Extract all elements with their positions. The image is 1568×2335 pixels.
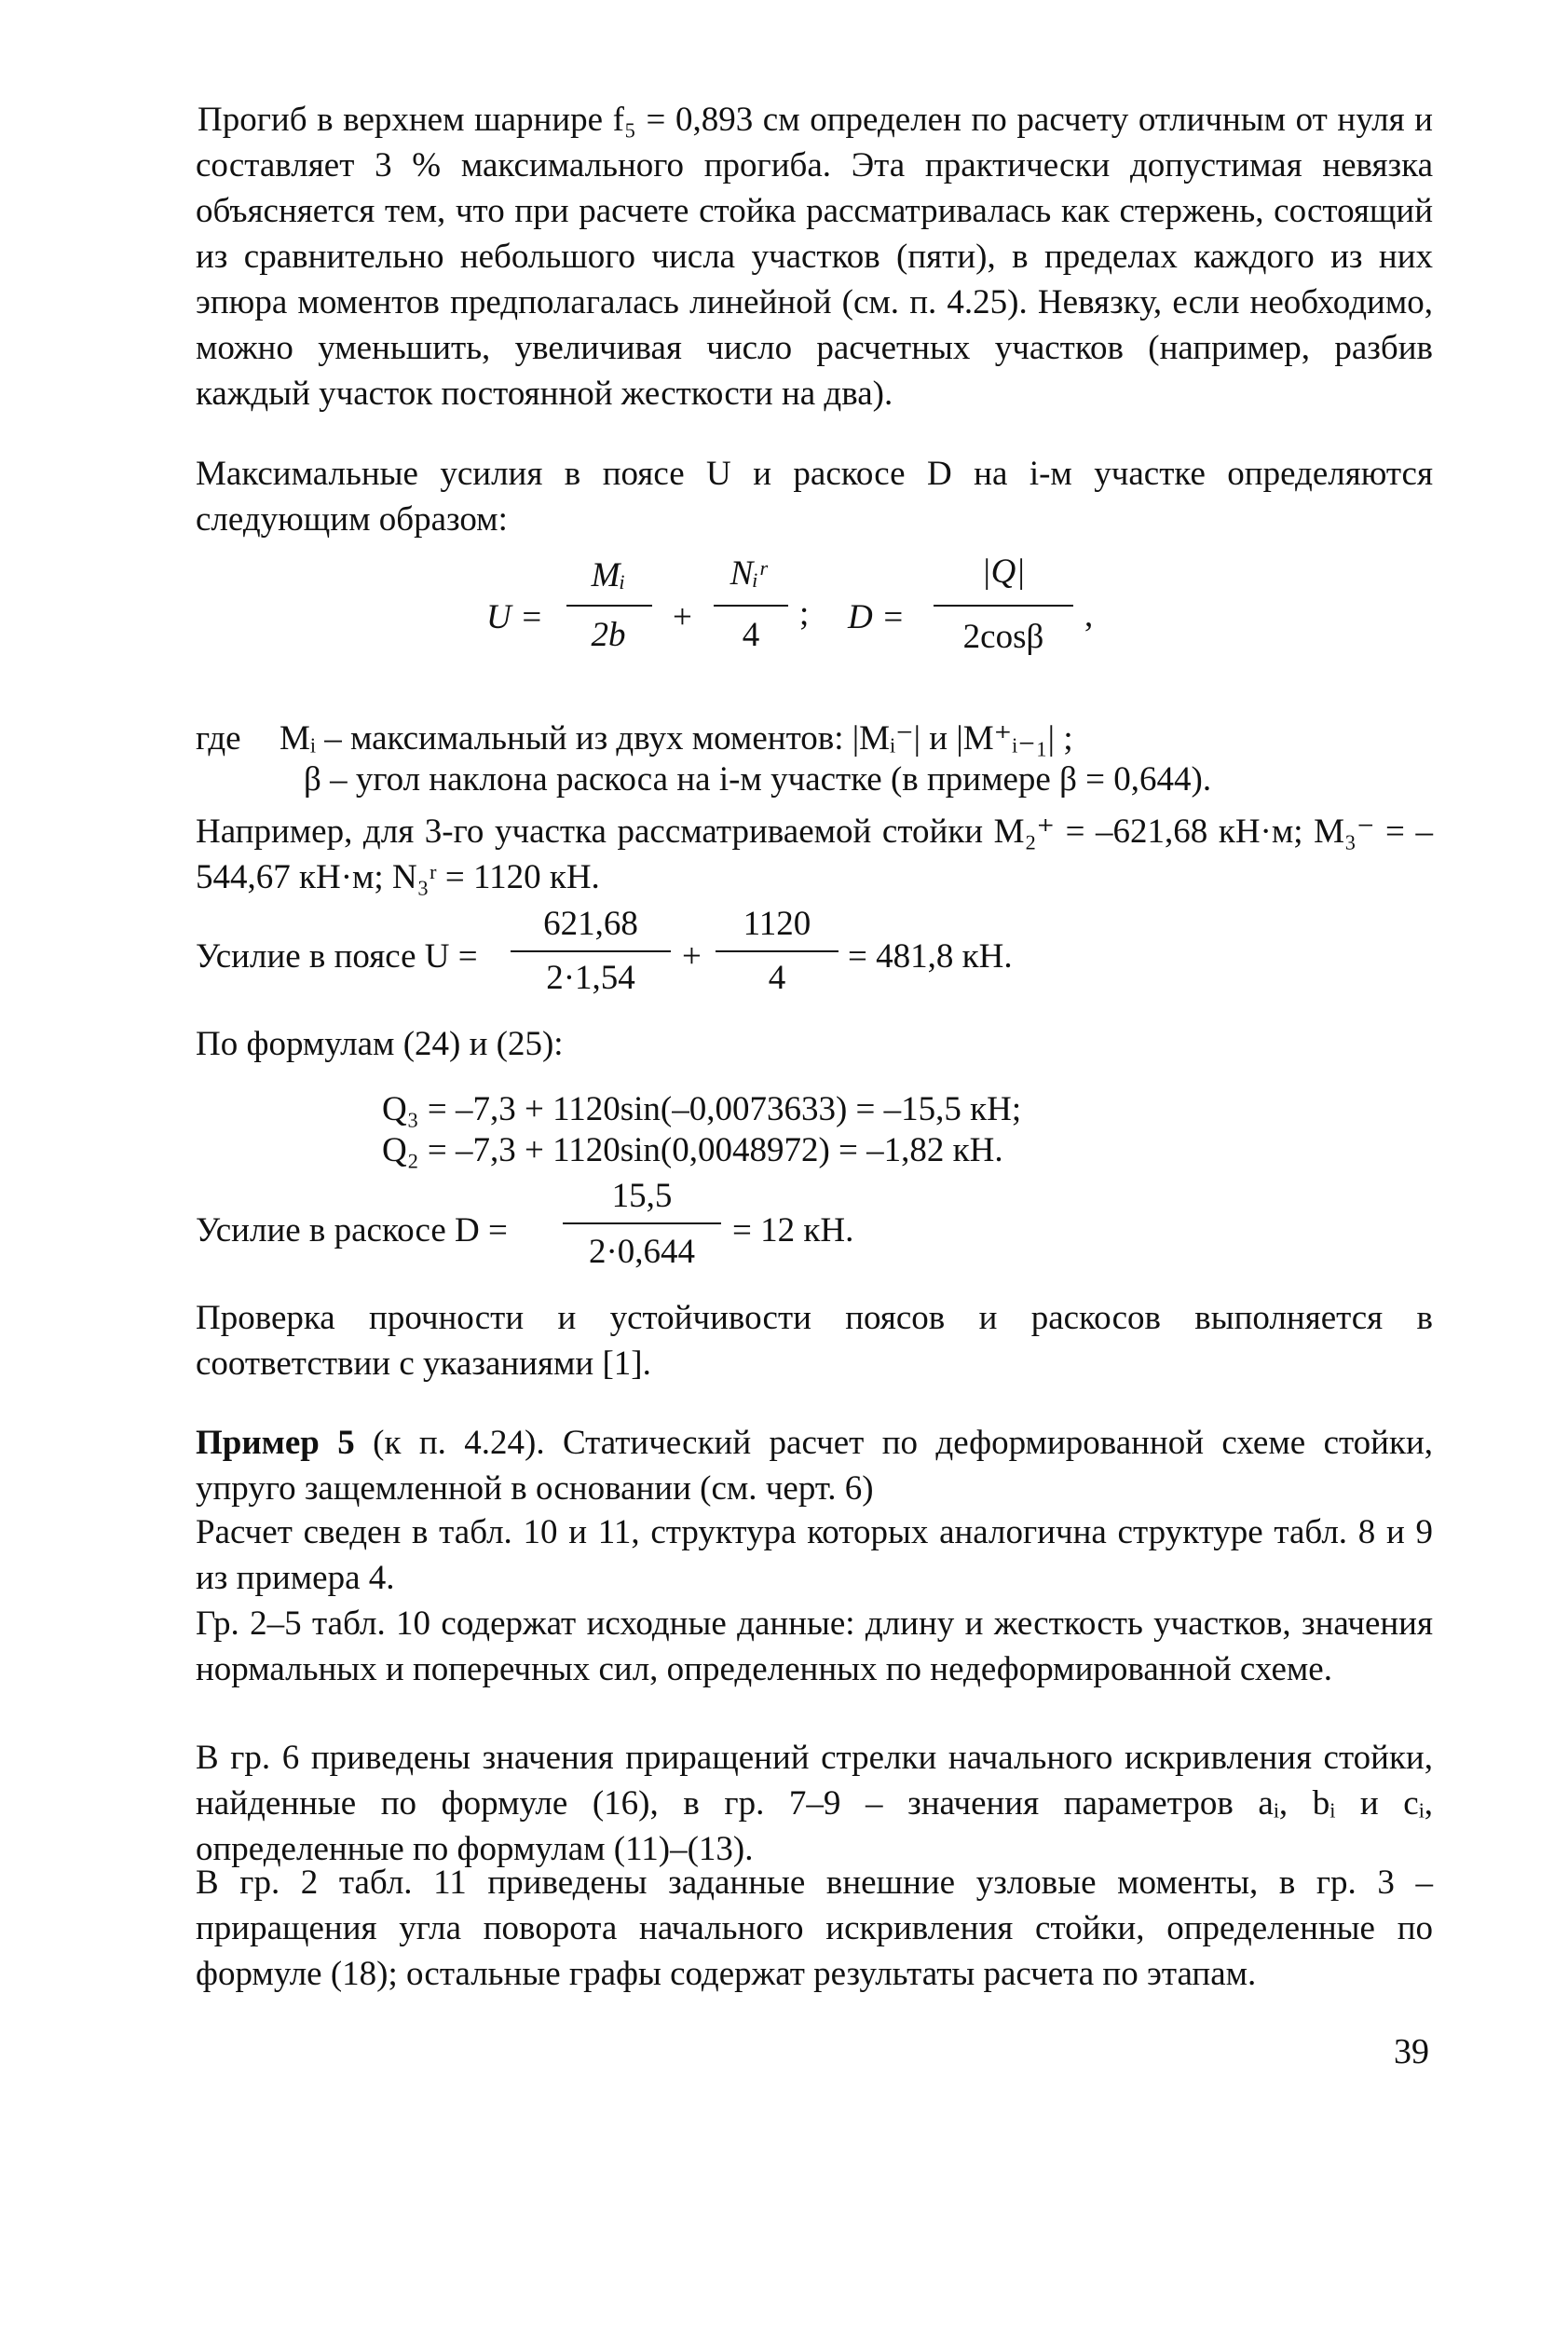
fraction-bar [716, 950, 839, 952]
example5-title: Пример 5 [196, 1424, 355, 1462]
where-line-1: Mᵢ – максимальный из двух моментов: |Mᵢ⁻| и |M⁺ᵢ₋₁| ; [280, 719, 1073, 758]
paragraph-column-6: В гр. 6 приведены значения приращений стрелки начального искривления стойки, найденные по формуле (16), в гр. 7–9 – значения параметров aᵢ, bᵢ и cᵢ, определенные по формулам (11)–(13). [196, 1739, 1433, 1868]
equation-q2: Q₂ = –7,3 + 1120sin(0,0048972) = –1,82 кН. [382, 1131, 1003, 1169]
paragraph-example-values: Например, для 3-го участка рассматриваемой стойки M₂⁺ = –621,68 кН·м; M₃⁻ = –544,67 кН·м; N₃ʳ = 1120 кН. [196, 812, 1433, 896]
where-line-2: β – угол наклона раскоса на i-м участке (в примере β = 0,644). [304, 760, 1212, 799]
paragraph-tables: Расчет сведен в табл. 10 и 11, структура которых аналогична структуре табл. 8 и 9 из примера 4. [196, 1513, 1433, 1597]
paragraph-columns-2-5: Гр. 2–5 табл. 10 содержат исходные данные: длину и жесткость участков, значения нормальных и поперечных сил, определенных по недеформированной схеме. [196, 1604, 1433, 1688]
where-label: где [196, 719, 241, 758]
paragraph-deflection: Прогиб в верхнем шарнире f₅ = 0,893 см определен по расчету отличным от нуля и составляет 3 % максимального прогиба. Эта практически допустимая невязка объясняется тем, что при расчете стойка рассматривалась как стержень, состоящий из сравнительно небольшого числа участков (пяти), в пределах каждого из них эпюра моментов предполагалась линейной (см. п. 4.25). Невязку, если необходимо, можно уменьшить, увеличивая число расчетных участков (например, разбив каждый участок постоянной жесткости на два). [196, 101, 1433, 413]
fraction-bar [511, 950, 671, 952]
example5-heading: Пример 5 (к п. 4.24). Статический расчет по деформированной схеме стойки, упруго защемленной в основании (см. черт. 6) [196, 1424, 1433, 1508]
formulas-reference: По формулам (24) и (25): [196, 1025, 564, 1063]
fraction-bar [563, 1222, 721, 1224]
equation-q3: Q₃ = –7,3 + 1120sin(–0,0073633) = –15,5 кН; [382, 1090, 1022, 1128]
fraction-bar [714, 605, 788, 607]
fraction-bar [566, 605, 652, 607]
document-page: Прогиб в верхнем шарнире f₅ = 0,893 см определен по расчету отличным от нуля и составляет 3 % максимального прогиба. Эта практически допустимая невязка объясняется тем, что при расчете стойка рассматривалась как стержень, состоящий из сравнительно небольшого числа участков (пяти), в пределах каждого из них эпюра моментов предполагалась линейной (см. п. 4.25). Невязку, если необходимо, можно уменьшить, увеличивая число расчетных участков (например, разбив каждый участок постоянной жесткости на два). Максимальные усилия в поясе U и раскосе D на i-м участке определяются следующим образом: U = Mᵢ 2b + Nᵢʳ 4 ; D = |Q| 2cosβ , где Mᵢ – максимальный из двух моментов: |Mᵢ⁻| и |M⁺ᵢ₋₁| ; β – угол наклона раскоса на i-м участке (в примере β = 0,644). Например, для 3-го участка рассматриваемой стойки M₂⁺ = –621,68 кН·м; M₃⁻ = –544,67 кН·м; N₃ʳ = 1120 кН. Усилие в поясе U = 621,68 2·1,54 + 1120 4 = 481,8 кН. По формулам (24) и (25): Q₃ = –7,3 + 1120sin(–0,0073633) = –15,5 кН; Q₂ = –7,3 + 1120sin(0,0048972) = –1,82 кН. Усилие в раскосе D = 15,5 2·0,644 = 12 кН. Проверка прочности и устойчивости поясов и раскосов выполняется в соответствии с указаниями [1]. Пример 5 (к п. 4.24). Статический расчет по деформированной схеме стойки, упруго защемленной в основании (см. черт. 6) Расчет сведен в табл. 10 и 11, структура которых аналогична структуре табл. 8 и 9 из примера 4. Гр. 2–5 табл. 10 содержат исходные данные: длину и жесткость участков, значения нормальных и поперечных сил, определенных по недеформированной схеме. В гр. 6 приведены значения приращений стрелки начального искривления стойки, найденные по формуле (16), в гр. 7–9 – значения параметров aᵢ, bᵢ и cᵢ, определенные по формулам (11)–(13). В гр. 2 табл. 11 приведены заданные внешние узловые моменты, в гр. 3 – приращения угла поворота начального искривления стойки, определенные по формуле (18); остальные графы содержат результаты расчета по этапам. 39 [0, 0, 1568, 2335]
page-number: 39 [1394, 2032, 1429, 2071]
paragraph-table-11: В гр. 2 табл. 11 приведены заданные внешние узловые моменты, в гр. 3 – приращения угла поворота начального искривления стойки, определенные по формуле (18); остальные графы содержат результаты расчета по этапам. [196, 1864, 1433, 1993]
paragraph-strength-check: Проверка прочности и устойчивости поясов и раскосов выполняется в соответствии с указаниями [1]. [196, 1299, 1433, 1383]
paragraph-max-forces: Максимальные усилия в поясе U и раскосе D на i-м участке определяются следующим образом: [196, 455, 1433, 539]
fraction-bar [934, 605, 1073, 607]
